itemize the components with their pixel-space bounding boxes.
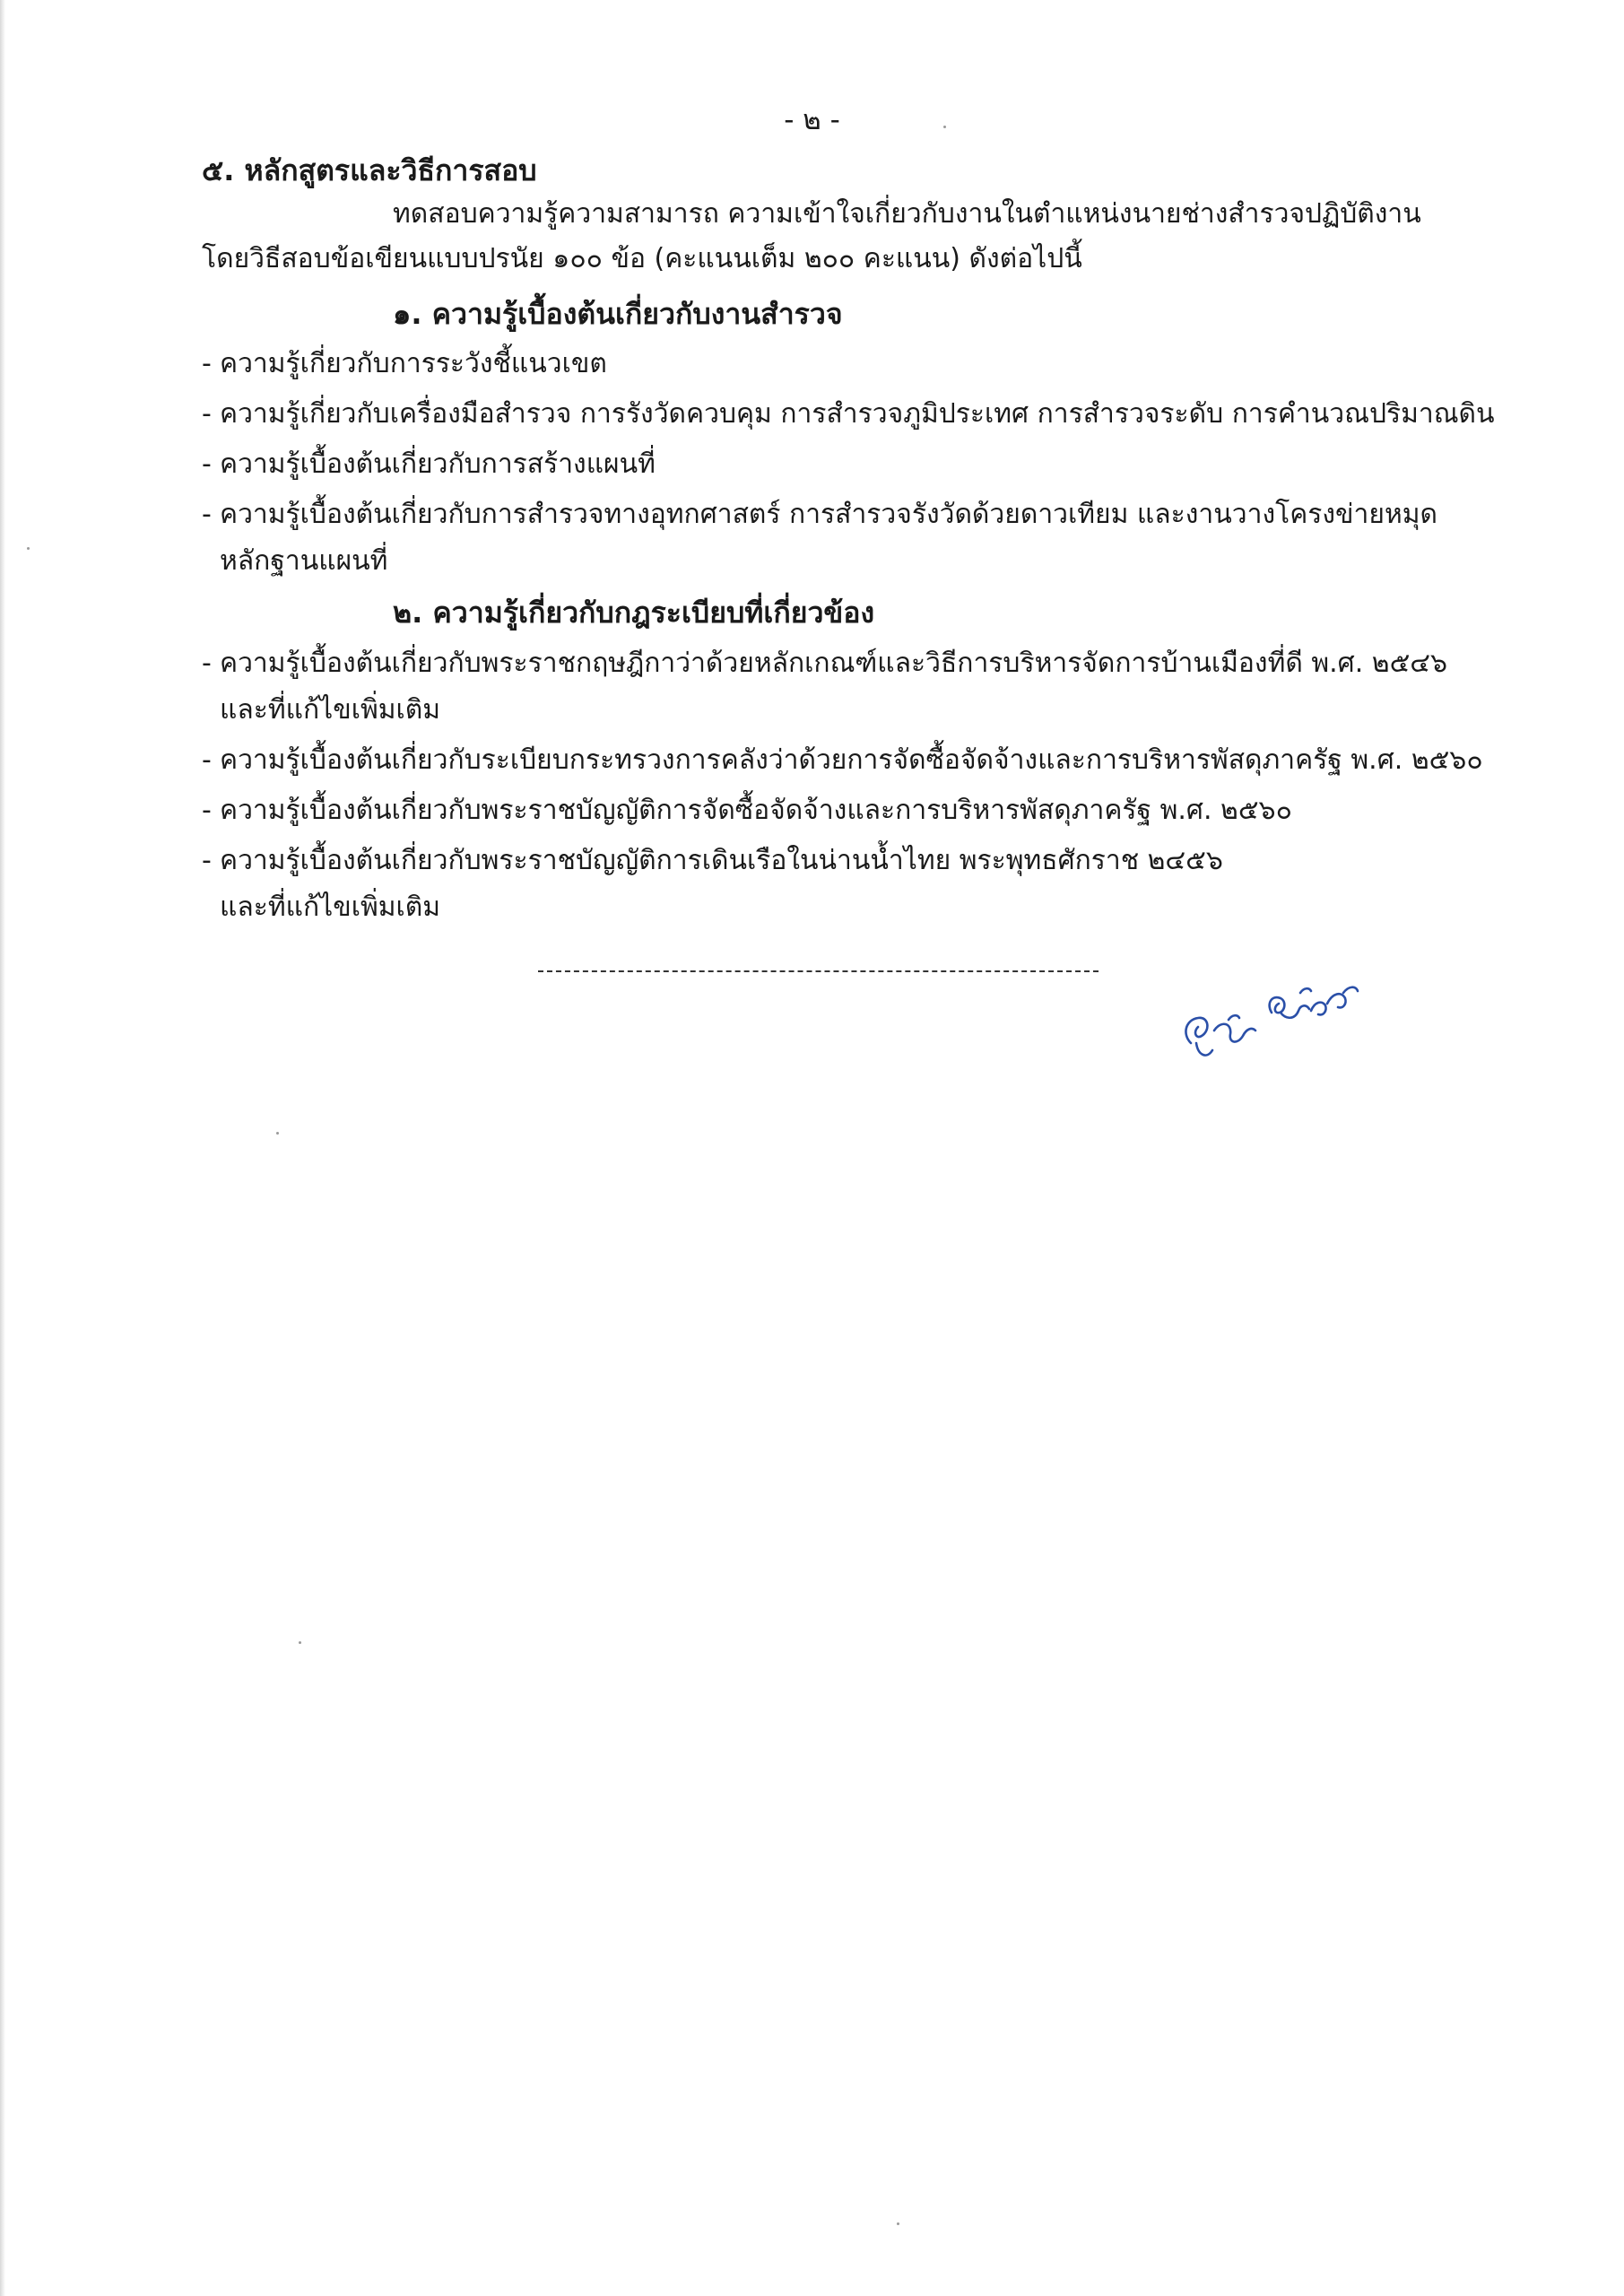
scan-speck	[299, 1641, 301, 1644]
list-item-text: ความรู้เบื้องต้นเกี่ยวกับพระราชบัญญัติการจัดซื้อจัดจ้างและการบริหารพัสดุภาครัฐ พ.ศ. ๒๕๖๐	[220, 795, 1292, 826]
part1-list-item	[202, 493, 1437, 535]
bullet-dash: -	[202, 648, 212, 679]
scan-speck	[276, 1132, 279, 1135]
intro-line-2: โดยวิธีสอบข้อเขียนแบบปรนัย ๑๐๐ ข้อ (คะแนนเต็ม ๒๐๐ คะแนน) ดังต่อไปนี้	[202, 243, 1082, 274]
bullet-dash: -	[202, 795, 212, 826]
list-item-text: ความรู้เบื้องต้นเกี่ยวกับการสำรวจทางอุทกศาสตร์ การสำรวจรังวัดด้วยดาวเทียม และงานวางโครงข่ายหมุด	[220, 499, 1438, 530]
bullet-dash: -	[202, 448, 212, 480]
bullet-dash: -	[202, 845, 212, 876]
part2-item4-continuation: และที่แก้ไขเพิ่มเติม	[220, 891, 441, 923]
section-title: ๕. หลักสูตรและวิธีการสอบ	[202, 153, 537, 187]
part1-list-item	[202, 443, 656, 485]
part1-list-item	[202, 343, 607, 385]
part2-list-item	[202, 789, 1292, 831]
list-item-text: ความรู้เบื้องต้นเกี่ยวกับพระราชกฤษฎีกาว่าด้วยหลักเกณฑ์และวิธีการบริหารจัดการบ้านเมืองที่ดี พ.ศ. ๒๕๔๖	[220, 648, 1448, 679]
part2-list-item	[202, 642, 1447, 684]
part2-item1-continuation: และที่แก้ไขเพิ่มเติม	[220, 694, 441, 726]
part2-list-item	[202, 839, 1223, 882]
part1-title: ๑. ความรู้เบื้องต้นเกี่ยวกับงานสำรวจ	[393, 297, 843, 331]
scan-speck	[897, 2222, 899, 2225]
bullet-dash: -	[202, 499, 212, 530]
list-item-text: ความรู้เกี่ยวกับเครื่องมือสำรวจ การรังวัดควบคุม การสำรวจภูมิประเทศ การสำรวจระดับ การคำนวณปริมาณดิน	[220, 398, 1495, 430]
list-item-text: ความรู้เบื้องต้นเกี่ยวกับพระราชบัญญัติการเดินเรือในน่านน้ำไทย พระพุทธศักราช ๒๔๕๖	[220, 845, 1223, 876]
bullet-dash: -	[202, 398, 212, 430]
part1-list-item	[202, 393, 1495, 435]
page-number: - ๒ -	[784, 104, 840, 136]
part1-item4-continuation: หลักฐานแผนที่	[220, 545, 388, 577]
bullet-dash: -	[202, 348, 212, 379]
end-of-content-rule	[538, 970, 1099, 972]
part2-title: ๒. ความรู้เกี่ยวกับกฎระเบียบที่เกี่ยวข้อง	[393, 596, 875, 630]
part2-list-item	[202, 739, 1483, 781]
list-item-text: ความรู้เบื้องต้นเกี่ยวกับระเบียบกระทรวงการคลังว่าด้วยการจัดซื้อจัดจ้างและการบริหารพัสดุภาครัฐ พ.ศ. ๒๕๖๐	[220, 744, 1483, 776]
bullet-dash: -	[202, 744, 212, 776]
list-item-text: ความรู้เบื้องต้นเกี่ยวกับการสร้างแผนที่	[220, 448, 656, 480]
list-item-text: ความรู้เกี่ยวกับการระวังชี้แนวเขต	[220, 348, 607, 379]
scan-edge	[0, 0, 5, 2296]
intro-line-1: ทดสอบความรู้ความสามารถ ความเข้าใจเกี่ยวกับงานในตำแหน่งนายช่างสำรวจปฏิบัติงาน	[393, 198, 1421, 230]
scan-speck	[27, 547, 30, 550]
handwritten-initials	[1166, 937, 1372, 1072]
scan-speck	[943, 126, 946, 128]
